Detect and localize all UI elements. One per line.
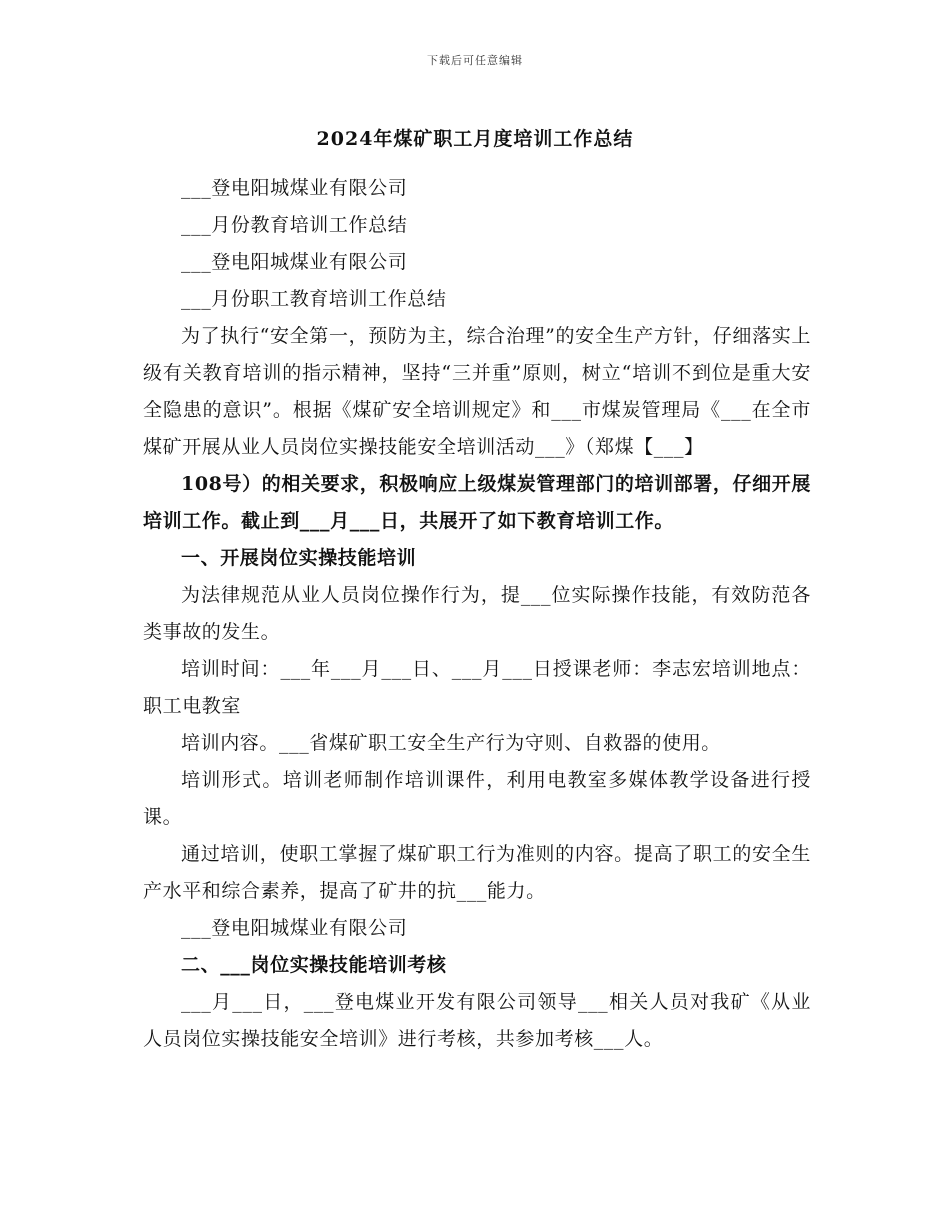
intro-paragraph: 为了执行“安全第一，预防为主，综合治理”的安全生产方针，仔细落实上级有关教育培训的指示精神，坚持“三并重”原则，树立“培训不到位是重大安全隐患的意识”。根据《煤矿安全培训规定》和___市煤炭管理局《___在全市煤矿开展从业人员岗位实操技能安全培训活动___》（郑煤【___】 [143, 325, 811, 458]
training-content-paragraph: 培训内容。___省煤矿职工安全生产行为守则、自救器的使用。 [181, 732, 721, 754]
purpose-paragraph: 为法律规范从业人员岗位操作行为，提___位实际操作技能，有效防范各类事故的发生。 [143, 584, 811, 643]
requirements-paragraph: 108号）的相关要求，积极响应上级煤炭管理部门的培训部署，仔细开展培训工作。截止到___月___日，共展开了如下教育培训工作。 [143, 473, 811, 532]
company-name-line: ___登电阳城煤业有限公司 [181, 177, 408, 199]
company-name-line: ___登电阳城煤业有限公司 [181, 917, 408, 939]
monthly-summary-line: ___月份职工教育培训工作总结 [181, 288, 447, 310]
document-body [143, 170, 811, 1058]
document-title: 2024年煤矿职工月度培训工作总结 [316, 128, 634, 150]
training-format-paragraph: 培训形式。培训老师制作培训课件，利用电教室多媒体教学设备进行授课。 [143, 769, 811, 828]
training-result-paragraph: 通过培训，使职工掌握了煤矿职工行为准则的内容。提高了职工的安全生产水平和综合素养，提高了矿井的抗___能力。 [143, 843, 811, 902]
assessment-paragraph: ___月___日，___登电煤业开发有限公司领导___相关人员对我矿《从业人员岗位实操技能安全培训》进行考核，共参加考核___人。 [143, 991, 811, 1050]
section-heading-1: 一、开展岗位实操技能培训 [181, 547, 417, 569]
company-name-line: ___登电阳城煤业有限公司 [181, 251, 408, 273]
page-header-note: 下载后可任意编辑 [427, 54, 523, 67]
training-time-paragraph: 培训时间：___年___月___日、___月___日授课老师：李志宏培训地点：职工电教室 [143, 658, 811, 717]
section-heading-2: 二、___岗位实操技能培训考核 [181, 954, 447, 976]
monthly-summary-line: ___月份教育培训工作总结 [181, 214, 408, 236]
